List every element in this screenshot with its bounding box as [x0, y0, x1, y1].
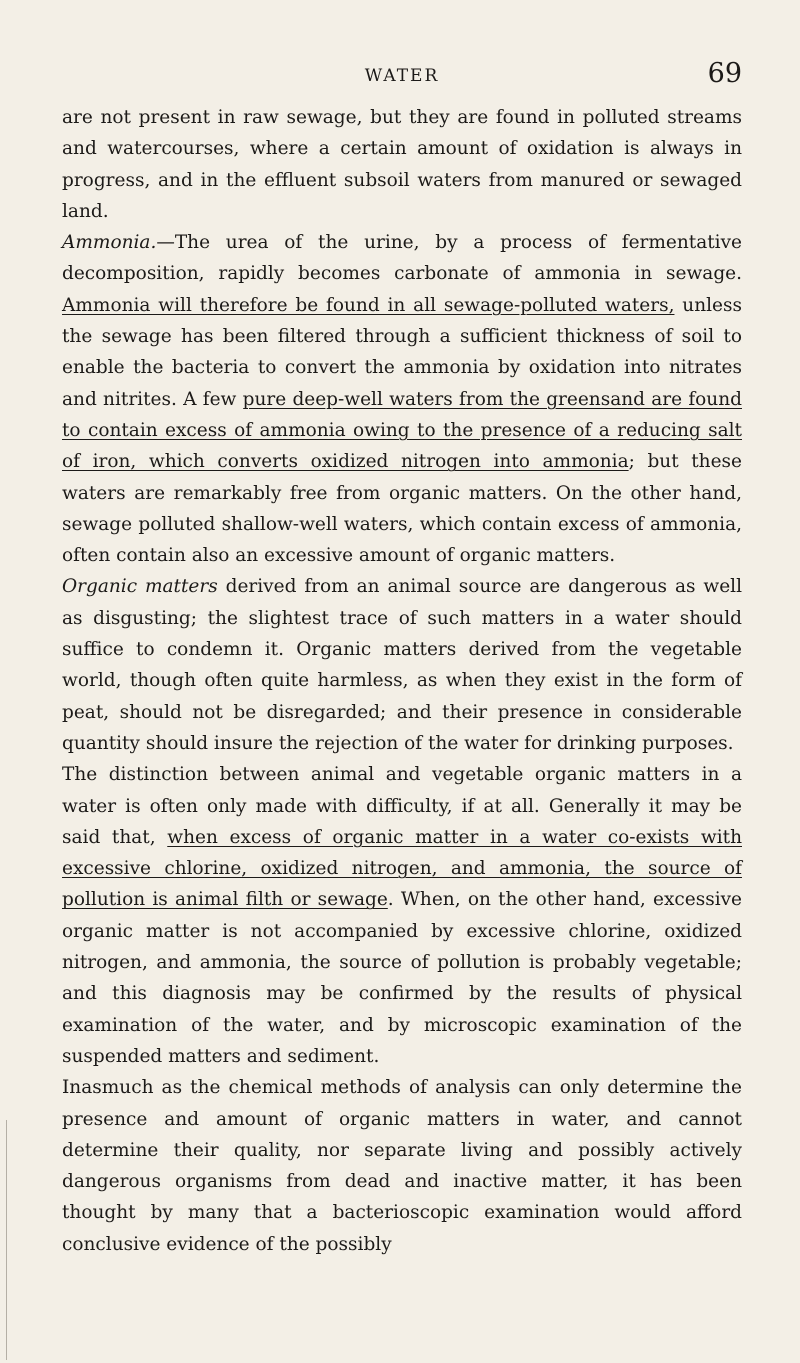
paragraph — [62, 571, 742, 759]
paragraph — [62, 227, 742, 571]
underlined-passage: Ammonia will therefore be found in all sewage-polluted waters, — [62, 294, 675, 316]
text-run: derived from an animal source are dangerous as well as disgusting; the slightest trace of such matters in a water should suffice to condemn it. Organic matters derived from the vegetable world, though often quite harmless, as when they exist in the form of peat, should not be disregarded; and their presence in considerable quantity should insure the rejection of the water for drinking purposes. — [62, 576, 742, 754]
text-run: The distinction between animal and vegetable organic matters in a water is often only made with difficulty, if at all. Generally it may be said that, — [62, 764, 742, 848]
paragraph-lead: Ammonia. — [62, 232, 157, 254]
paragraph — [62, 759, 742, 1072]
text-run: are not present in raw sewage, but they are found in polluted streams and watercourses, where a certain amount of oxidation is always in progress, and in the effluent subsoil waters from manured or sewaged land. — [62, 107, 742, 222]
page-header — [62, 58, 742, 98]
text-run: —The urea of the urine, by a process of fermentative decomposition, rapidly becomes carbonate of ammonia in sewage. — [62, 232, 742, 285]
text-run: unless the sewage has been filtered through a sufficient thickness of soil to enable the bacteria to convert the ammonia by oxidation into nitrates and nitrites. A few — [62, 294, 742, 410]
margin-pencil-line — [6, 1120, 7, 1360]
underlined-passage: pure deep-well waters from the greensand are found to contain excess of ammonia owing to the presence of a reducing salt of iron, which converts oxidized nitrogen into ammonia — [62, 388, 742, 473]
paragraph-lead: Organic matters — [62, 576, 218, 598]
paragraph — [62, 102, 742, 227]
body-text — [62, 102, 742, 1260]
book-page — [62, 58, 742, 1260]
page-number: 69 — [707, 58, 742, 89]
text-run: ; but these waters are remarkably free from organic matters. On the other hand, sewage polluted shallow-well waters, which contain excess of ammonia, often contain also an excessive amount of organic matters. — [62, 451, 742, 567]
running-head: WATER — [364, 66, 440, 86]
paragraph — [62, 1072, 742, 1260]
text-run: Inasmuch as the chemical methods of analysis can only determine the presence and amount of organic matters in water, and cannot determine their quality, nor separate living and possibly actively dangerous organisms from dead and inactive matter, it has been thought by many that a bacterioscopic examination would afford conclusive evidence of the possibly — [62, 1077, 742, 1255]
text-run: . When, on the other hand, excessive organic matter is not accompanied by excessive chlorine, oxidized nitrogen, and ammonia, the source of pollution is probably vegetable; and this diagnosis may be confirmed by the results of physical examination of the water, and by microscopic examination of the suspended matters and sediment. — [62, 889, 743, 1067]
underlined-passage: when excess of organic matter in a water co-exists with excessive chlorine, oxidized nitrogen, and ammonia, the source of pollution is animal filth or sewage — [62, 826, 742, 911]
